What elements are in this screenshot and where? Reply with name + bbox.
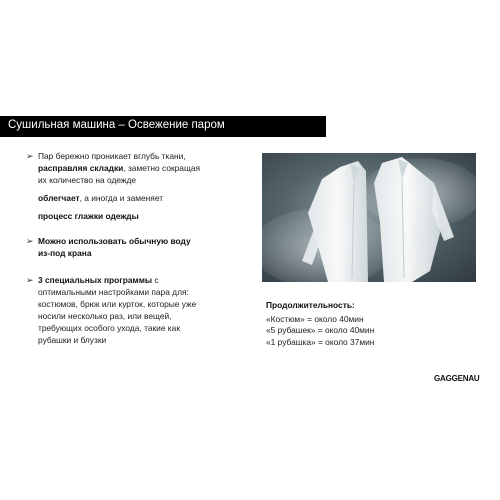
bullet-special-programs bbox=[26, 274, 226, 346]
slide-title: Сушильная машина – Освежение паром bbox=[8, 119, 225, 131]
bullet-tap-water bbox=[26, 235, 226, 259]
slide-title-bar bbox=[0, 116, 326, 137]
feature-bullet-list bbox=[26, 150, 226, 346]
bullet-line: их количество на одежде bbox=[38, 175, 137, 185]
duration-heading: Продолжительность: bbox=[266, 300, 355, 310]
bullet-line: из-под крана bbox=[38, 248, 92, 258]
bullet-line: Можно использовать обычную воду bbox=[38, 236, 191, 246]
arrow-bullet-icon: ➢ bbox=[26, 236, 34, 246]
bullet-line: Пар бережно проникает вглубь ткани, bbox=[38, 151, 186, 161]
duration-item: «1 рубашка» = около 37мин bbox=[266, 336, 375, 347]
bullet-line: носили несколько раз, или вещей, bbox=[38, 311, 172, 321]
bullet-line: оптимальными настройками пара для: bbox=[38, 287, 189, 297]
bullet-line: расправляя складки, заметно сокращая bbox=[38, 163, 201, 173]
bullet-line: костюмов, брюк или курток, которые уже bbox=[38, 299, 197, 309]
bullet-line: процесс глажки одежды bbox=[38, 211, 139, 221]
shirts-illustration bbox=[262, 153, 476, 282]
arrow-bullet-icon: ➢ bbox=[26, 151, 34, 161]
duration-item: «5 рубашек» = около 40мин bbox=[266, 325, 375, 335]
arrow-bullet-icon: ➢ bbox=[26, 275, 34, 285]
bullet-line: облегчает, а иногда и заменяет bbox=[38, 193, 164, 203]
gaggenau-logo: GAGGENAU bbox=[434, 374, 480, 383]
duration-block bbox=[266, 300, 374, 348]
bullet-line: требующих особого ухода, такие как bbox=[38, 323, 180, 333]
bullet-line: 3 специальных программы с bbox=[38, 275, 159, 285]
bullet-line: рубашки и блузки bbox=[38, 335, 107, 345]
bullet-steam-penetration bbox=[26, 150, 226, 222]
steamed-shirts-image bbox=[262, 153, 476, 282]
duration-item: «Костюм» = около 40мин bbox=[266, 313, 364, 324]
